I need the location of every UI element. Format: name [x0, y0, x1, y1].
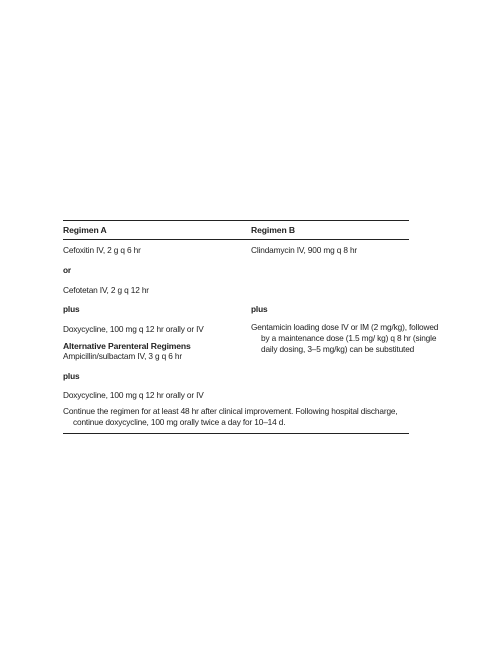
table-body: [63, 240, 439, 412]
ampicillin-line: Ampicillin/sulbactam IV, 3 g q 6 hr: [63, 351, 182, 361]
plus-label-2: plus: [63, 371, 80, 381]
gentamicin-text: Gentamicin loading dose IV or IM (2 mg/kg), followed by a maintenance dose (1.5 mg/ kg) q 8 hr (single daily dosing, 3–5 mg/kg) can be substituted: [251, 322, 439, 354]
plus-label-1: plus: [63, 304, 80, 314]
alternative-regimens-heading: Alternative Parenteral Regimens: [63, 341, 191, 351]
clindamycin-line: Clindamycin IV, 900 mg q 8 hr: [251, 245, 358, 255]
header-row: [63, 221, 409, 239]
footnote-text: Continue the regimen for at least 48 hr after clinical improvement. Following hospital discharge, continue doxycycline, 100 mg orally twice a day for 10–14 d.: [63, 406, 398, 427]
regimen-table: [63, 220, 439, 434]
cefoxitin-line: Cefoxitin IV, 2 g q 6 hr: [63, 245, 141, 255]
doxycycline-line-2: Doxycycline, 100 mg q 12 hr orally or IV: [63, 390, 204, 400]
cefotetan-line: Cefotetan IV, 2 g q 12 hr: [63, 285, 149, 295]
plus-label-b: plus: [251, 304, 268, 314]
header-regimen-a: Regimen A: [63, 225, 107, 235]
header-regimen-b: Regimen B: [251, 225, 295, 235]
doxycycline-line-1: Doxycycline, 100 mg q 12 hr orally or IV: [63, 324, 204, 334]
or-label: or: [63, 265, 71, 275]
bottom-rule: [63, 433, 409, 434]
